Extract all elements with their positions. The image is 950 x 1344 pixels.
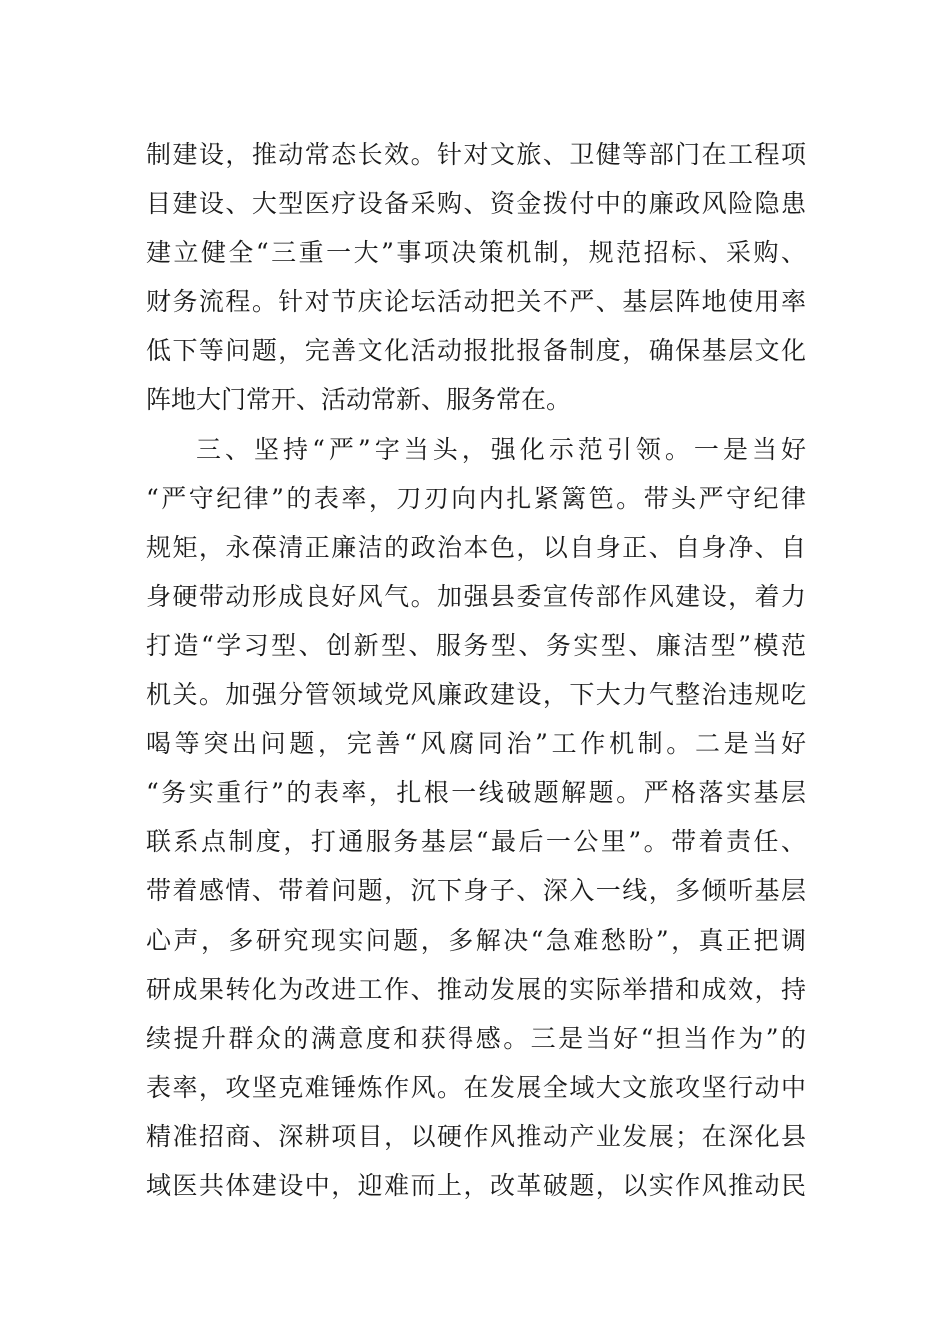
text-line: 喝等突出问题，完善“风腐同治”工作机制。二是当好: [146, 729, 806, 759]
text-line: 打造“学习型、创新型、服务型、务实型、廉洁型”模范: [146, 630, 806, 660]
text-line: 研成果转化为改进工作、推动发展的实际举措和成效，持: [146, 974, 806, 1004]
text-line: 低下等问题，完善文化活动报批报备制度，确保基层文化: [146, 336, 806, 366]
text-line: “务实重行”的表率，扎根一线破题解题。严格落实基层: [146, 778, 806, 808]
text-line: 续提升群众的满意度和获得感。三是当好“担当作为”的: [146, 1023, 806, 1053]
text-line: “严守纪律”的表率，刀刃向内扎紧篱笆。带头严守纪律: [146, 483, 806, 513]
text-line: 心声，多研究现实问题，多解决“急难愁盼”，真正把调: [146, 925, 806, 955]
text-line: 目建设、大型医疗设备采购、资金拨付中的廉政风险隐患: [146, 189, 806, 219]
text-line: 联系点制度，打通服务基层“最后一公里”。带着责任、: [146, 827, 806, 857]
text-line: 带着感情、带着问题，沉下身子、深入一线，多倾听基层: [146, 876, 806, 906]
text-line: 精准招商、深耕项目，以硬作风推动产业发展；在深化县: [146, 1121, 806, 1151]
text-line: 阵地大门常开、活动常新、服务常在。: [146, 385, 572, 415]
text-line: 机关。加强分管领域党风廉政建设，下大力气整治违规吃: [146, 680, 806, 710]
text-line: 建立健全“三重一大”事项决策机制，规范招标、采购、: [146, 238, 806, 268]
section-heading-line: 三、坚持“严”字当头，强化示范引领。一是当好: [196, 434, 806, 464]
text-line: 域医共体建设中，迎难而上，改革破题，以实作风推动民: [146, 1170, 806, 1200]
text-line: 制建设，推动常态长效。针对文旅、卫健等部门在工程项: [146, 140, 806, 169]
text-line: 表率，攻坚克难锤炼作风。在发展全域大文旅攻坚行动中: [146, 1072, 806, 1102]
text-line: 身硬带动形成良好风气。加强县委宣传部作风建设，着力: [146, 581, 806, 611]
text-line: 规矩，永葆清正廉洁的政治本色，以自身正、自身净、自: [146, 532, 806, 562]
text-line: 财务流程。针对节庆论坛活动把关不严、基层阵地使用率: [146, 287, 806, 317]
body-text: [146, 130, 806, 1210]
